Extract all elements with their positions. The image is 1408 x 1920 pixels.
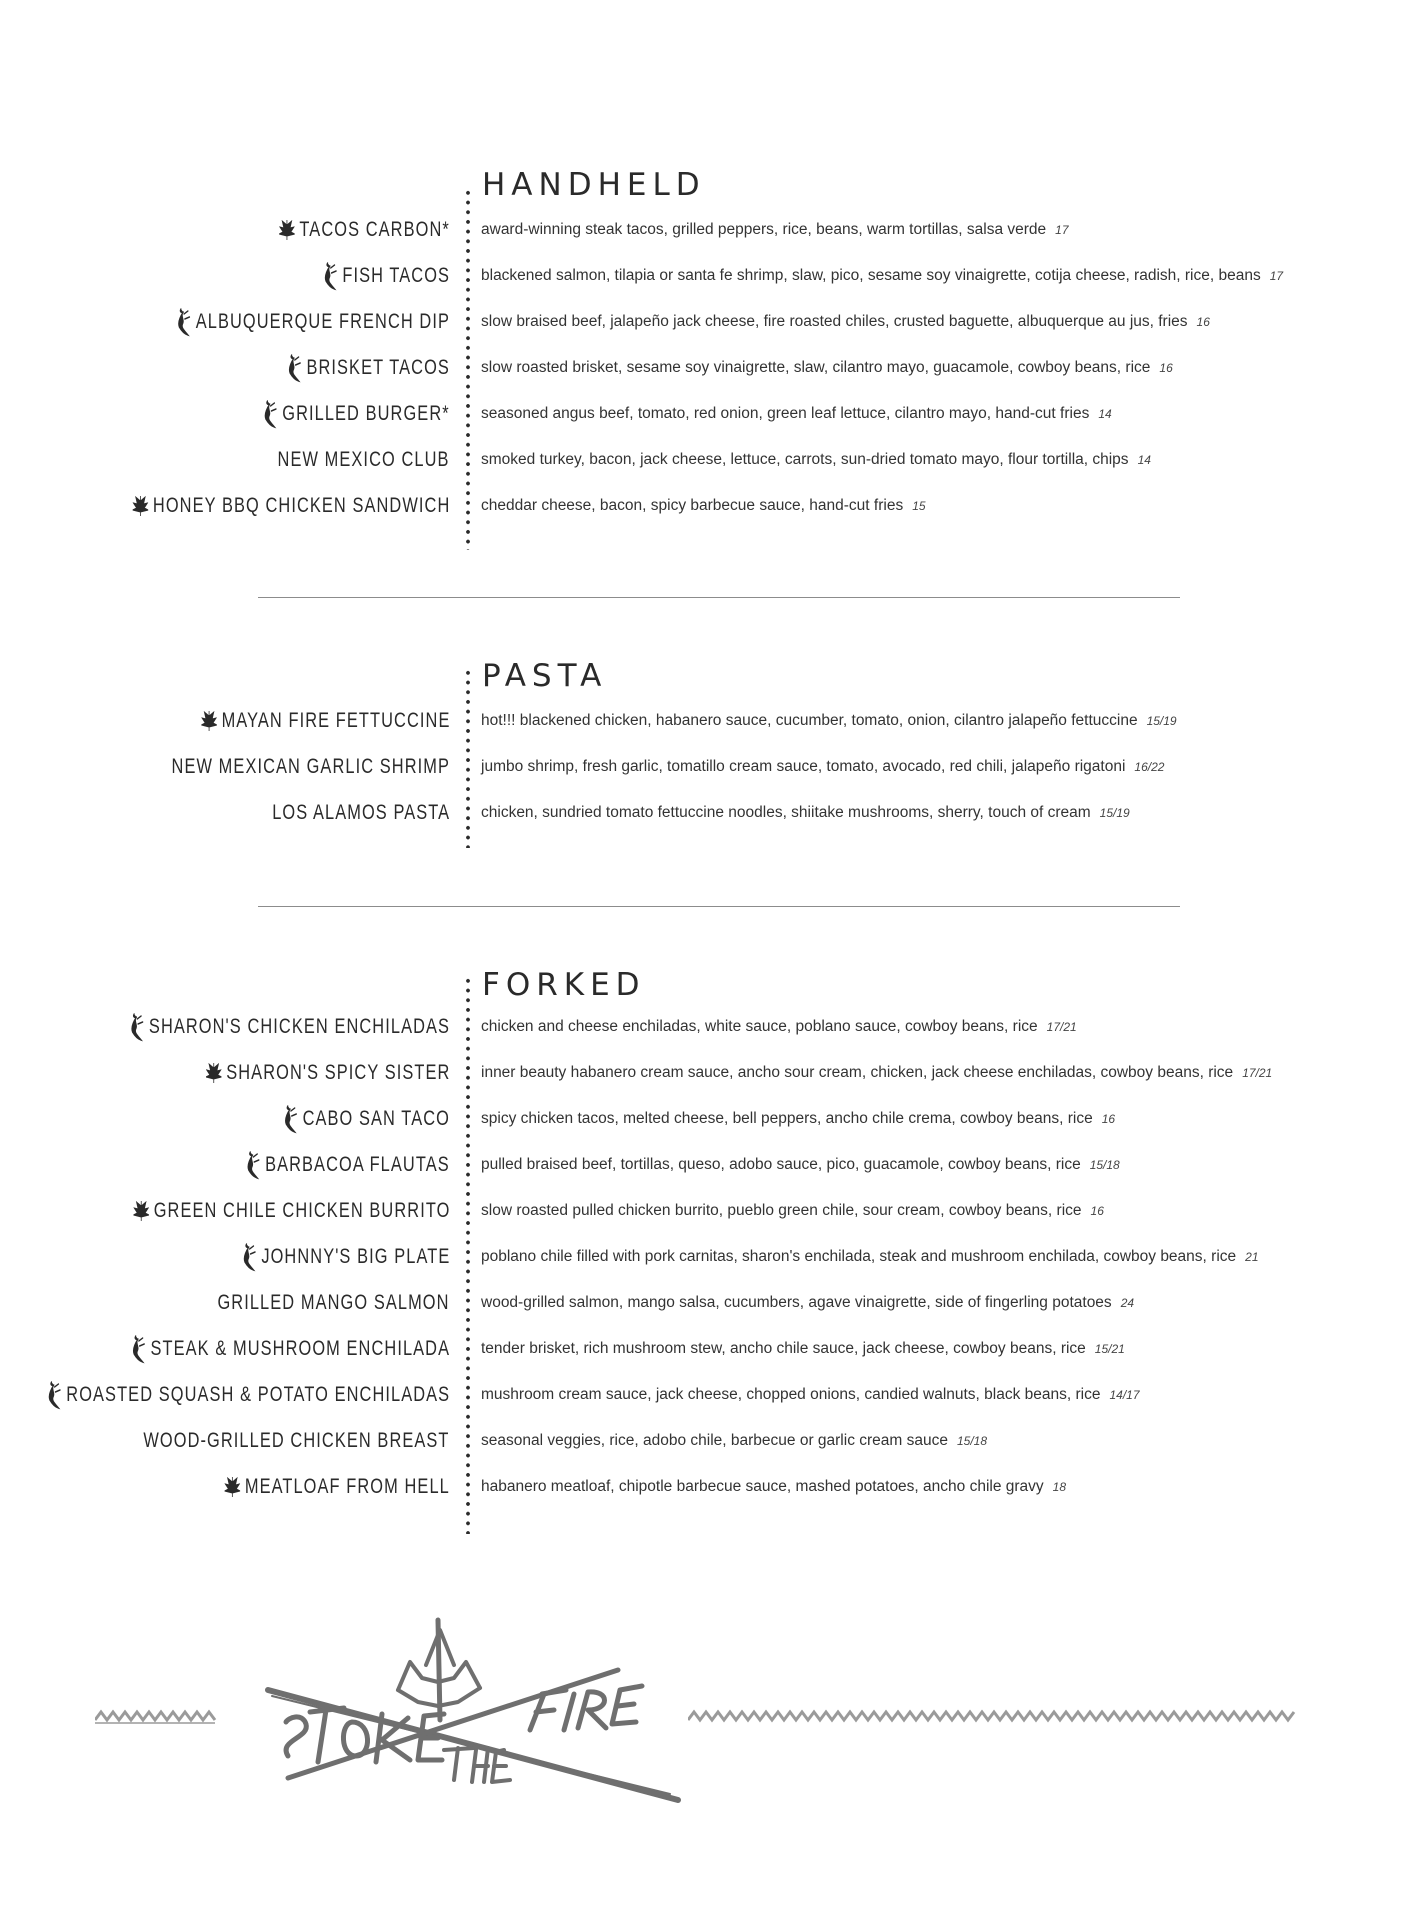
item-description xyxy=(481,348,1173,388)
item-price: 16 xyxy=(1090,1204,1104,1218)
item-name-text: HONEY BBQ CHICKEN SANDWICH xyxy=(152,494,450,518)
item-description xyxy=(481,701,1177,741)
item-description xyxy=(481,1099,1115,1139)
item-description-text: pulled braised beef, tortillas, queso, adobo sauce, pico, guacamole, cowboy beans, rice xyxy=(481,1156,1081,1173)
item-name xyxy=(132,1329,450,1369)
item-price: 15/21 xyxy=(1094,1342,1125,1356)
item-description xyxy=(481,747,1164,787)
leaf-icon xyxy=(225,1476,241,1498)
item-name xyxy=(225,1467,450,1507)
item-name-text: LOS ALAMOS PASTA xyxy=(272,801,450,824)
menu-item xyxy=(0,1375,1408,1415)
item-name-text: ALBUQUERQUE FRENCH DIP xyxy=(195,310,450,334)
menu-item xyxy=(0,747,1408,787)
menu-item xyxy=(0,701,1408,741)
item-price: 16 xyxy=(1101,1112,1116,1126)
item-description xyxy=(481,1421,987,1461)
item-name-text: NEW MEXICAN GARLIC SHRIMP xyxy=(171,755,450,778)
item-name-text: MEATLOAF FROM HELL xyxy=(244,1475,450,1498)
item-price: 21 xyxy=(1245,1250,1259,1264)
item-price: 14 xyxy=(1137,453,1151,468)
leaf-icon xyxy=(201,710,217,732)
item-description-text: slow roasted brisket, sesame soy vinaigrette, slaw, cilantro mayo, guacamole, cowboy beans, rice xyxy=(481,359,1151,377)
item-description-text: smoked turkey, bacon, jack cheese, lettuce, carrots, sun-dried tomato mayo, flour tortilla, chips xyxy=(481,451,1129,469)
chile-pepper-icon xyxy=(247,1150,261,1180)
item-description-text: poblano chile filled with pork carnitas, sharon's enchilada, steak and mushroom enchilada, cowboy beans, rice xyxy=(481,1248,1237,1265)
chile-pepper-icon xyxy=(47,1380,61,1410)
item-description xyxy=(481,1375,1140,1415)
item-description xyxy=(481,1329,1125,1369)
item-name xyxy=(172,747,450,787)
menu-item xyxy=(0,210,1408,250)
menu-item xyxy=(0,302,1408,342)
item-description-text: mushroom cream sauce, jack cheese, chopped onions, candied walnuts, black beans, rice xyxy=(481,1386,1101,1403)
section-title: PASTA xyxy=(482,658,608,694)
section-title: FORKED xyxy=(482,967,646,1003)
item-description-text: tender brisket, rich mushroom stew, ancho chile sauce, jack cheese, cowboy beans, rice xyxy=(481,1340,1086,1357)
menu-item xyxy=(0,348,1408,388)
item-description-text: spicy chicken tacos, melted cheese, bell peppers, ancho chile crema, cowboy beans, rice xyxy=(481,1110,1093,1127)
item-description-text: seasonal veggies, rice, adobo chile, barbecue or garlic cream sauce xyxy=(481,1432,948,1449)
item-description xyxy=(481,394,1112,434)
item-name xyxy=(324,256,450,296)
item-name-text: JOHNNY'S BIG PLATE xyxy=(260,1245,450,1268)
chile-pepper-icon xyxy=(264,399,278,429)
item-description xyxy=(481,1007,1077,1047)
item-name xyxy=(130,1007,450,1047)
item-name xyxy=(177,302,450,342)
item-description-text: blackened salmon, tilapia or santa fe shrimp, slaw, pico, sesame soy vinaigrette, cotija cheese, radish, rice, beans xyxy=(481,267,1261,285)
item-name-text: MAYAN FIRE FETTUCCINE xyxy=(221,709,450,732)
menu-item xyxy=(0,486,1408,526)
menu-item xyxy=(0,256,1408,296)
item-description xyxy=(481,486,926,526)
item-name xyxy=(272,793,450,833)
chile-pepper-icon xyxy=(130,1012,144,1042)
item-price: 14/17 xyxy=(1109,1388,1140,1402)
item-price: 17 xyxy=(1269,269,1284,284)
item-name-text: GRILLED MANGO SALMON xyxy=(217,1291,450,1314)
item-name-text: NEW MEXICO CLUB xyxy=(277,448,450,472)
item-name xyxy=(264,394,450,434)
chile-pepper-icon xyxy=(324,261,338,291)
item-name xyxy=(133,1191,450,1231)
item-price: 16 xyxy=(1196,315,1210,330)
item-price: 17/21 xyxy=(1046,1020,1077,1034)
item-description-text: award-winning steak tacos, grilled peppers, rice, beans, warm tortillas, salsa verde xyxy=(481,221,1047,238)
menu-item xyxy=(0,1053,1408,1093)
item-description xyxy=(481,1467,1066,1507)
section-divider xyxy=(258,906,1180,907)
item-description xyxy=(481,302,1210,342)
leaf-icon xyxy=(132,495,148,517)
item-name xyxy=(201,701,450,741)
item-description-text: inner beauty habanero cream sauce, ancho sour cream, chicken, jack cheese enchiladas, cowboy beans, rice xyxy=(481,1064,1234,1081)
menu-item xyxy=(0,793,1408,833)
item-price: 17/21 xyxy=(1242,1066,1273,1080)
item-name xyxy=(279,210,450,250)
item-price: 24 xyxy=(1120,1296,1135,1310)
item-name xyxy=(247,1145,450,1185)
item-price: 17 xyxy=(1055,223,1069,237)
menu-item xyxy=(0,1145,1408,1185)
menu-item xyxy=(0,1237,1408,1277)
menu-item xyxy=(0,1007,1408,1047)
item-name-text: FISH TACOS xyxy=(342,264,450,288)
leaf-icon xyxy=(133,1200,149,1222)
item-description xyxy=(481,440,1151,480)
section-title: HANDHELD xyxy=(482,167,706,203)
item-name-text: WOOD-GRILLED CHICKEN BREAST xyxy=(143,1429,450,1452)
item-name xyxy=(288,348,450,388)
menu-item xyxy=(0,1099,1408,1139)
menu-item xyxy=(0,1283,1408,1323)
item-name-text: SHARON'S SPICY SISTER xyxy=(225,1061,450,1084)
item-price: 16 xyxy=(1159,361,1173,376)
item-price: 18 xyxy=(1052,1480,1067,1494)
item-description-text: chicken and cheese enchiladas, white sauce, poblano sauce, cowboy beans, rice xyxy=(481,1018,1038,1035)
stoke-the-fire-logo xyxy=(248,1610,688,1810)
item-name xyxy=(242,1237,450,1277)
item-name xyxy=(218,1283,450,1323)
zigzag-ornament-right xyxy=(688,1708,1296,1724)
menu-item xyxy=(0,1329,1408,1369)
item-description-text: slow braised beef, jalapeño jack cheese, fire roasted chiles, crusted baguette, albuquerque au jus, fries xyxy=(481,313,1188,331)
item-name xyxy=(278,440,450,480)
item-description-text: wood-grilled salmon, mango salsa, cucumbers, agave vinaigrette, side of fingerling potatoes xyxy=(481,1294,1112,1311)
item-name-text: GRILLED BURGER* xyxy=(282,402,450,426)
item-description xyxy=(481,1283,1134,1323)
menu-item xyxy=(0,1191,1408,1231)
item-price: 14 xyxy=(1098,407,1112,422)
item-description xyxy=(481,1053,1272,1093)
item-description xyxy=(481,256,1283,296)
item-description-text: seasoned angus beef, tomato, red onion, green leaf lettuce, cilantro mayo, hand-cut fries xyxy=(481,405,1090,423)
item-description-text: chicken, sundried tomato fettuccine noodles, shiitake mushrooms, sherry, touch of cream xyxy=(481,804,1091,821)
item-name-text: ROASTED SQUASH & POTATO ENCHILADAS xyxy=(66,1383,450,1406)
item-description-text: jumbo shrimp, fresh garlic, tomatillo cream sauce, tomato, avocado, red chili, jalapeño rigatoni xyxy=(481,758,1126,775)
item-name-text: GREEN CHILE CHICKEN BURRITO xyxy=(153,1199,450,1222)
item-description xyxy=(481,1237,1259,1277)
item-price: 16/22 xyxy=(1134,760,1165,774)
item-name-text: BARBACOA FLAUTAS xyxy=(265,1153,450,1176)
zigzag-ornament-left xyxy=(95,1708,217,1724)
item-price: 15 xyxy=(912,499,926,514)
item-name xyxy=(144,1421,450,1461)
item-description-text: habanero meatloaf, chipotle barbecue sauce, mashed potatoes, ancho chile gravy xyxy=(481,1478,1044,1495)
item-description xyxy=(481,1145,1120,1185)
menu-item xyxy=(0,394,1408,434)
item-price: 15/19 xyxy=(1146,714,1177,728)
item-name xyxy=(47,1375,450,1415)
item-description xyxy=(481,210,1069,250)
chile-pepper-icon xyxy=(288,353,302,383)
item-name xyxy=(284,1099,450,1139)
item-price: 15/19 xyxy=(1099,806,1130,820)
item-name-text: SHARON'S CHICKEN ENCHILADAS xyxy=(148,1015,450,1038)
item-description-text: cheddar cheese, bacon, spicy barbecue sauce, hand-cut fries xyxy=(481,497,904,515)
item-name xyxy=(132,486,450,526)
leaf-icon xyxy=(279,219,295,241)
menu-item xyxy=(0,440,1408,480)
chile-pepper-icon xyxy=(132,1334,146,1364)
item-price: 15/18 xyxy=(956,1434,988,1448)
leaf-icon xyxy=(206,1062,222,1084)
chile-pepper-icon xyxy=(177,307,191,337)
item-description xyxy=(481,793,1130,833)
item-name-text: STEAK & MUSHROOM ENCHILADA xyxy=(150,1337,450,1360)
item-name xyxy=(206,1053,450,1093)
section-divider xyxy=(258,597,1180,598)
menu-item xyxy=(0,1467,1408,1507)
menu-item xyxy=(0,1421,1408,1461)
item-description-text: hot!!! blackened chicken, habanero sauce, cucumber, tomato, onion, cilantro jalapeño fettuccine xyxy=(481,712,1138,729)
item-price: 15/18 xyxy=(1089,1158,1120,1172)
item-description-text: slow roasted pulled chicken burrito, pueblo green chile, sour cream, cowboy beans, rice xyxy=(481,1202,1082,1219)
chile-pepper-icon xyxy=(284,1104,298,1134)
chile-pepper-icon xyxy=(242,1242,256,1272)
item-name-text: BRISKET TACOS xyxy=(306,356,450,380)
item-name-text: CABO SAN TACO xyxy=(302,1107,450,1130)
item-name-text: TACOS CARBON* xyxy=(299,218,450,241)
item-description xyxy=(481,1191,1104,1231)
